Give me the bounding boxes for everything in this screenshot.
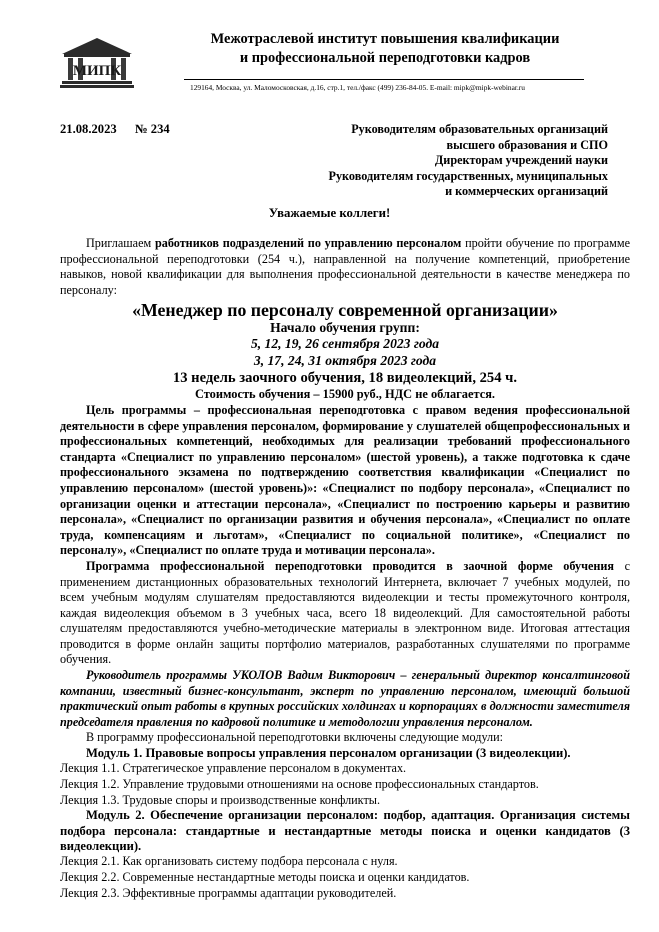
letter-body [60, 236, 630, 901]
module-title: Модуль 2. Обеспечение организации персоналом: подбор, адаптация. Организация системы подбора персонала: стандартные и нестандартные методы поиска и оценки кандидатов (3 видеолекции). [60, 808, 630, 854]
lecture-item: Лекция 1.1. Стратегическое управление персоналом в документах. [60, 761, 407, 776]
letter-date: 21.08.2023 [60, 122, 117, 136]
recipient-line: высшего образования и СПО [446, 137, 608, 152]
start-dates-october: 3, 17, 24, 31 октября 2023 года [253, 352, 437, 368]
recipient-line: и коммерческих организаций [445, 184, 608, 199]
start-label: Начало обучения групп: [270, 320, 420, 336]
recipient-line: Руководителям государственных, муниципальных [328, 168, 608, 183]
intro-audience: работников подразделений по управлению персоналом [154, 236, 462, 250]
format-text: с применением дистанционных образовательных технологий Интернета, включает 7 учебных модулей, по всем учебным модулям слушателям предоставляются видеолекции и тесты промежуточного контроля, каждая видеолекция объемом в 3 учебных часа, всего 18 видеолекций. Для самостоятельной работы слушателям предоставляются учебно-методические материалы в электронном виде. Итоговая аттестация проводится в форме онлайн защиты портфолио материалов, разработанных слушателями по программе обучения. [60, 558, 630, 667]
program-title: «Менеджер по персоналу современной организации» [132, 300, 558, 321]
intro-paragraph [60, 236, 630, 298]
module-title: Модуль 1. Правовые вопросы управления персоналом организации (3 видеолекции). [86, 746, 571, 761]
recipient-line: Руководителям образовательных организаций [351, 122, 608, 136]
institute-name-line2: и профессиональной переподготовки кадров [239, 50, 531, 66]
lecture-item: Лекция 2.1. Как организовать систему подбора персонала с нуля. [60, 854, 398, 869]
header-rule [184, 79, 584, 80]
format-paragraph [60, 559, 630, 668]
logo-text: МИПК [72, 63, 122, 79]
program-goal: Цель программы – профессиональная переподготовка с правом ведения профессиональной деятельности в сфере управления персоналом, формирование у слушателей общепрофессиональных и профессиональных компетенций, необходимых для реализации требований профессионального стандарта «Специалист по управлению персоналом» (шестой уровень), а также подготовка к сдаче профессионального экзамена по подтверждению соответствия квалификации «Специалист по управлению персоналом» (шестой уровень)»: «Специалист по подбору персонала», «Специалист по организации оценки и аттестации персонала», «Специалист по построению карьеры и развитию персонала», «Специалист по организации развития и обучения персонала», «Специалист по оплате труда, компенсациям и льготам», «Специалист по социальной политике», «Специалист по персоналу», «Специалист по оплате труда и мотивации персонала». [60, 402, 630, 558]
recipients-block [300, 122, 608, 200]
institute-logo [58, 36, 136, 98]
program-duration: 13 недель заочного обучения, 18 видеолекций, 254 ч. [172, 370, 518, 387]
recipient-line: Директорам учреждений науки [434, 153, 608, 168]
intro-suffix: пройти обучение по программе профессиональной переподготовки (254 ч.), направленной на получение компетенций, приобретение навыков, новой квалификации для выполнения профессиональной деятельности в качестве менеджера по персоналу: [60, 236, 630, 297]
program-cost: Стоимость обучения – 15900 руб., НДС не облагается. [194, 387, 496, 402]
program-leader: Руководитель программы УКОЛОВ Вадим Викторович – генеральный директор консалтинговой компании, известный бизнес-консультант, эксперт по управлению персоналом, имеющий большой практический опыт работы в крупных российских холдингах и корпорациях в должности заместителя председателя правления по кадровой политике и методологии управления персоналом. [60, 668, 630, 729]
lecture-item: Лекция 2.3. Эффективные программы адаптации руководителей. [60, 885, 397, 900]
letter-number: № 234 [135, 122, 170, 136]
start-dates-september: 5, 12, 19, 26 сентября 2023 года [250, 336, 440, 352]
modules-intro: В программу профессиональной переподготовки включены следующие модули: [86, 730, 504, 745]
institute-address: 129164, Москва, ул. Маломосковская, д.16, стр.1, тел./факс (499) 236-84-05. E-mail: mipk@mipk-webinar.ru [190, 83, 525, 92]
lecture-item: Лекция 1.2. Управление трудовыми отношениями на основе профессиональных стандартов. [60, 777, 539, 792]
format-bold: Программа профессиональной переподготовки проводится в заочной форме обучения [86, 558, 614, 573]
lecture-item: Лекция 1.3. Трудовые споры и производственные конфликты. [60, 792, 381, 807]
greeting: Уважаемые коллеги! [268, 206, 391, 220]
intro-prefix: Приглашаем [86, 236, 155, 250]
institute-name [150, 30, 620, 68]
institute-name-line1: Межотраслевой институт повышения квалификации [210, 31, 560, 47]
lecture-item: Лекция 2.2. Современные нестандартные методы поиска и оценки кандидатов. [60, 870, 470, 885]
